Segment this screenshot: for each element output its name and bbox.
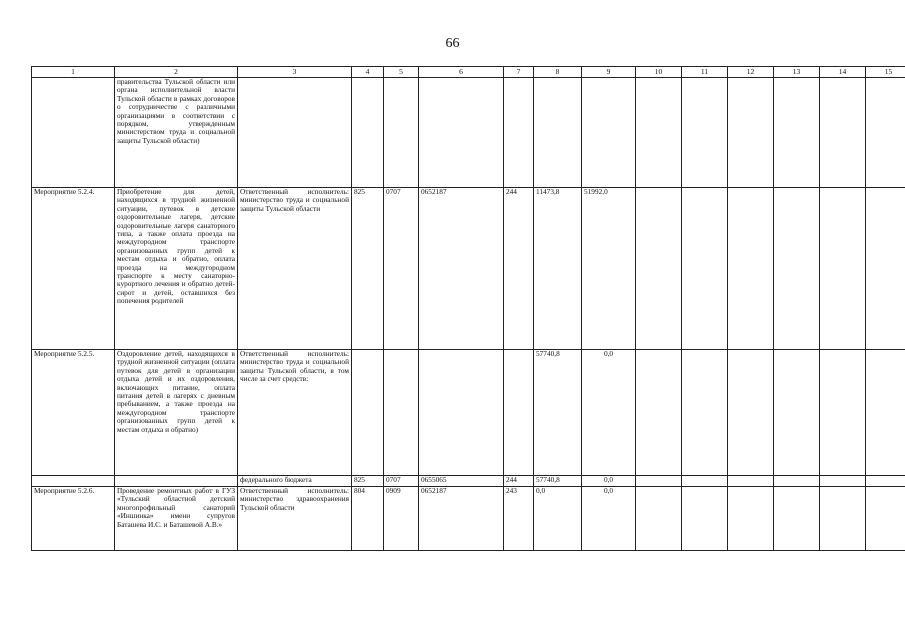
- page-number: 66: [445, 36, 460, 51]
- expense-type-cell: 244: [504, 476, 534, 487]
- table-row: [32, 78, 905, 188]
- expense-type-cell: 243: [504, 487, 534, 551]
- executor-cell: Ответственный исполнитель: министерство здравоохранения Тульской области: [238, 487, 352, 551]
- column-header: 6: [419, 67, 504, 78]
- event-label-cell: [32, 78, 115, 188]
- executor-cell: [238, 78, 352, 188]
- column-header: 10: [636, 67, 682, 78]
- program-table: [31, 66, 905, 551]
- column-header: 3: [238, 67, 352, 78]
- column-header: 8: [534, 67, 582, 78]
- event-label-cell: Мероприятие 5.2.6.: [32, 487, 115, 551]
- amount-cell: 0,0: [582, 350, 636, 476]
- funding-source-cell: федерального бюджета: [238, 476, 352, 487]
- grbs-code-cell: 804: [352, 487, 384, 551]
- column-header: 4: [352, 67, 384, 78]
- amount-cell: 0,0: [582, 476, 636, 487]
- column-header: 12: [728, 67, 774, 78]
- amount-cell: 57740,8: [534, 476, 582, 487]
- table-row: [32, 350, 905, 476]
- target-code-cell: 0652187: [419, 188, 504, 350]
- column-header: 1: [32, 67, 115, 78]
- column-header: 15: [866, 67, 905, 78]
- executor-cell: Ответственный исполнитель: министерство труда и социальной защиты Тульской области: [238, 188, 352, 350]
- description-cell: Приобретение для детей, находящихся в трудной жизненной ситуации, путевок в детские оздоровительные лагеря, детские оздоровительные лагеря санаторного типа, а также оплата проезда на междугородном транспорте организованных групп детей к местам отдыха и обратно, оплата проезда на междугородном транспорте к месту санаторно-курортного лечения и обратно детей-сирот и детей, оставшихся без попечения родителей: [115, 188, 238, 350]
- column-header: 14: [820, 67, 866, 78]
- section-code-cell: 0909: [384, 487, 419, 551]
- grbs-code-cell: 825: [352, 188, 384, 350]
- event-label-cell: Мероприятие 5.2.4.: [32, 188, 115, 350]
- column-number-row: [32, 67, 905, 78]
- event-label-cell: Мероприятие 5.2.5.: [32, 350, 115, 476]
- column-header: 11: [682, 67, 728, 78]
- table-row: [32, 487, 905, 551]
- expense-type-cell: 244: [504, 188, 534, 350]
- target-code-cell: 0652187: [419, 487, 504, 551]
- column-header: 7: [504, 67, 534, 78]
- grbs-code-cell: 825: [352, 476, 384, 487]
- target-code-cell: 0655065: [419, 476, 504, 487]
- amount-cell: 57740,8: [534, 350, 582, 476]
- column-header: 2: [115, 67, 238, 78]
- section-code-cell: 0707: [384, 476, 419, 487]
- table-row: [32, 188, 905, 350]
- description-cell: Оздоровление детей, находящихся в трудной жизненной ситуации (оплата путевок для детей в организации отдыха детей и их оздоровления, включающих питание, оплата питания детей в лагерях с дневным пребыванием, а также проезда на междугородном транспорте организованных групп детей к местам отдыха и обратно): [115, 350, 238, 476]
- executor-cell: Ответственный исполнитель: министерство труда и социальной защиты Тульской области, в том числе за счет средств:: [238, 350, 352, 476]
- column-header: 5: [384, 67, 419, 78]
- amount-cell: 11473,8: [534, 188, 582, 350]
- column-header: 9: [582, 67, 636, 78]
- description-cell: Проведение ремонтных работ в ГУЗ «Тульский областной детский многопрофильный санаторий «Иншинка» имени супругов Баташева И.С. и Баташевой А.В.»: [115, 487, 238, 551]
- table-row: [32, 476, 905, 487]
- amount-cell: 51992,0: [582, 188, 636, 350]
- section-code-cell: 0707: [384, 188, 419, 350]
- amount-cell: 0,0: [582, 487, 636, 551]
- amount-cell: 0,0: [534, 487, 582, 551]
- description-cell: правительства Тульской области или органа исполнительной власти Тульской области в рамках договоров о сотрудничестве с различными организациями в соответствии с порядком, утвержденным министерством труда и социальной защиты Тульской области): [115, 78, 238, 188]
- column-header: 13: [774, 67, 820, 78]
